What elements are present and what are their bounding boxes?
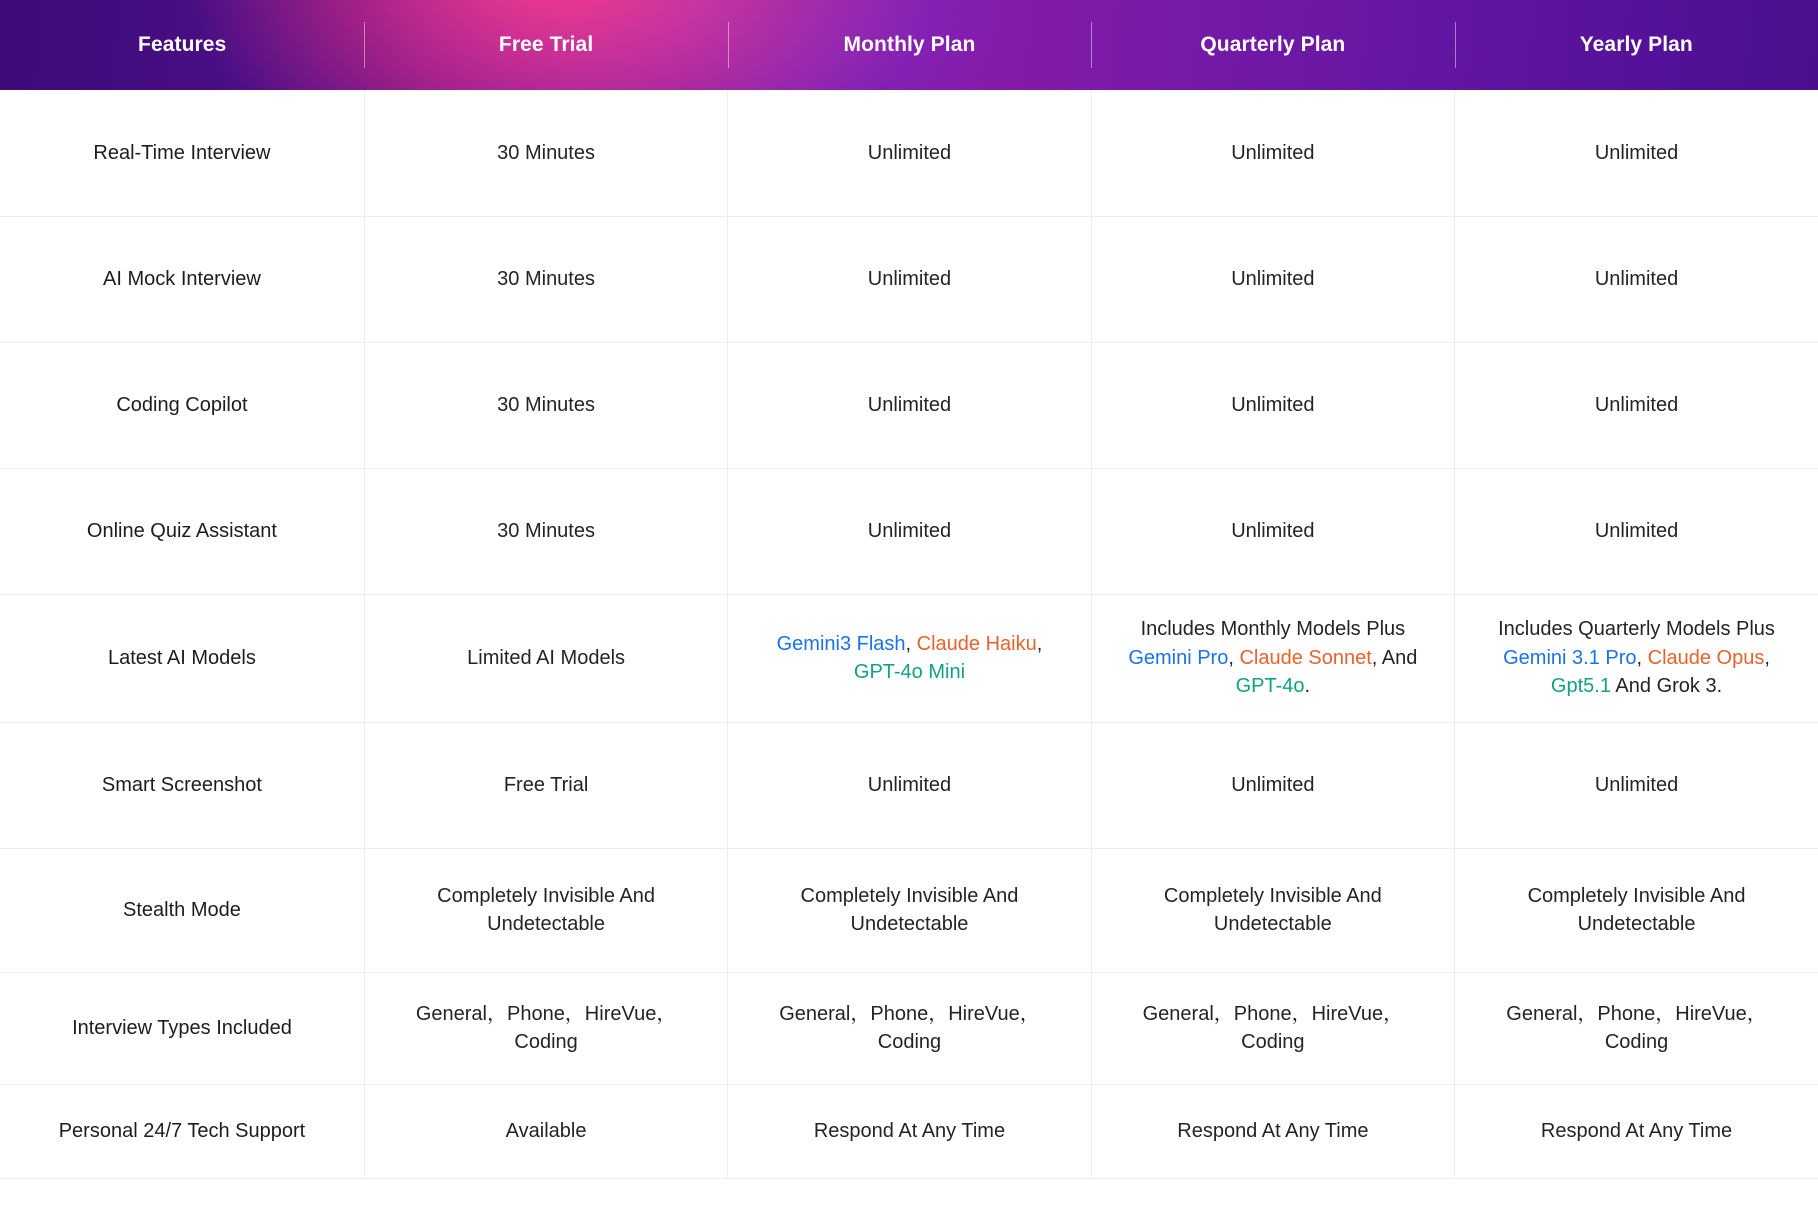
model-token: Gemini 3.1 Pro [1503,646,1637,669]
cell-yearly: Unlimited [1455,216,1818,342]
cell-free-trial: 30 Minutes [364,90,727,216]
table-body [0,90,1818,1178]
cell-free-trial: Limited AI Models [364,594,727,722]
cell-quarterly: Unlimited [1091,722,1454,848]
model-token: . [1716,675,1723,698]
column-header-features: Features [138,33,227,56]
cell-free-trial: Completely Invisible And Undetectable [364,848,727,972]
table-row [0,216,1818,342]
model-token: GPT-4o [1235,675,1305,698]
cell-monthly: General，Phone，HireVue，Coding [728,972,1091,1084]
model-token: Gpt5.1 [1550,675,1611,698]
model-token: Grok 3 [1656,675,1717,698]
cell-quarterly: General，Phone，HireVue，Coding [1091,972,1454,1084]
table-header [0,0,1818,90]
table-row [0,90,1818,216]
cell-free-trial: Available [364,1084,727,1178]
model-token: Claude Opus [1647,646,1765,669]
cell-free-trial: 30 Minutes [364,216,727,342]
cell-quarterly [1091,594,1454,722]
feature-label: AI Mock Interview [0,216,364,342]
cell-quarterly: Respond At Any Time [1091,1084,1454,1178]
cell-yearly: Respond At Any Time [1455,1084,1818,1178]
feature-label: Latest AI Models [0,594,364,722]
cell-monthly: Unlimited [728,468,1091,594]
cell-free-trial: General，Phone，HireVue，Coding [364,972,727,1084]
cell-monthly: Completely Invisible And Undetectable [728,848,1091,972]
table-row [0,468,1818,594]
column-header-monthly-plan: Monthly Plan [728,0,1091,90]
model-list-monthly [759,630,1059,687]
feature-label: Interview Types Included [0,972,364,1084]
column-header-free-trial: Free Trial [364,0,727,90]
table-row [0,342,1818,468]
cell-yearly: Unlimited [1455,722,1818,848]
cell-monthly: Unlimited [728,90,1091,216]
cell-free-trial: 30 Minutes [364,468,727,594]
cell-yearly: Unlimited [1455,468,1818,594]
model-token: GPT-4o Mini [853,661,966,683]
cell-quarterly: Unlimited [1091,468,1454,594]
model-token: Gemini3 Flash [776,632,906,655]
model-list-quarterly [1123,615,1423,700]
table-row [0,848,1818,972]
cell-quarterly: Unlimited [1091,90,1454,216]
feature-label: Smart Screenshot [0,722,364,848]
model-token: , [1036,632,1043,655]
model-token: , [905,632,917,655]
model-token: Claude Haiku [916,632,1037,655]
model-token: , [1228,646,1240,669]
cell-quarterly: Unlimited [1091,342,1454,468]
feature-label: Online Quiz Assistant [0,468,364,594]
cell-monthly [728,594,1091,722]
model-list-yearly [1487,615,1787,700]
cell-yearly: Completely Invisible And Undetectable [1455,848,1818,972]
cell-quarterly: Completely Invisible And Undetectable [1091,848,1454,972]
column-header-quarterly-plan: Quarterly Plan [1091,0,1454,90]
model-token: , [1764,646,1770,669]
cell-monthly: Unlimited [728,722,1091,848]
feature-label: Coding Copilot [0,342,364,468]
cell-free-trial: Free Trial [364,722,727,848]
model-token: And [1610,675,1657,698]
feature-label: Stealth Mode [0,848,364,972]
cell-monthly: Unlimited [728,216,1091,342]
cell-yearly: Unlimited [1455,90,1818,216]
cell-monthly: Unlimited [728,342,1091,468]
table-row [0,594,1818,722]
model-token: Gemini Pro [1128,646,1229,669]
cell-quarterly: Unlimited [1091,216,1454,342]
model-token: , And [1371,646,1418,669]
model-token: Includes Quarterly Models Plus [1498,618,1775,641]
header-row [0,0,1818,90]
table-row [0,722,1818,848]
model-token: . [1304,675,1311,698]
model-token: Claude Sonnet [1239,646,1372,669]
table-row [0,1084,1818,1178]
cell-yearly: Unlimited [1455,342,1818,468]
column-header-yearly-plan: Yearly Plan [1455,0,1818,90]
cell-monthly: Respond At Any Time [728,1084,1091,1178]
feature-label: Real-Time Interview [0,90,364,216]
table-row [0,972,1818,1084]
cell-free-trial: 30 Minutes [364,342,727,468]
model-token: Includes Monthly Models Plus [1140,618,1406,641]
cell-yearly [1455,594,1818,722]
model-token: , [1636,646,1648,669]
feature-label: Personal 24/7 Tech Support [0,1084,364,1178]
cell-yearly: General，Phone，HireVue，Coding [1455,972,1818,1084]
